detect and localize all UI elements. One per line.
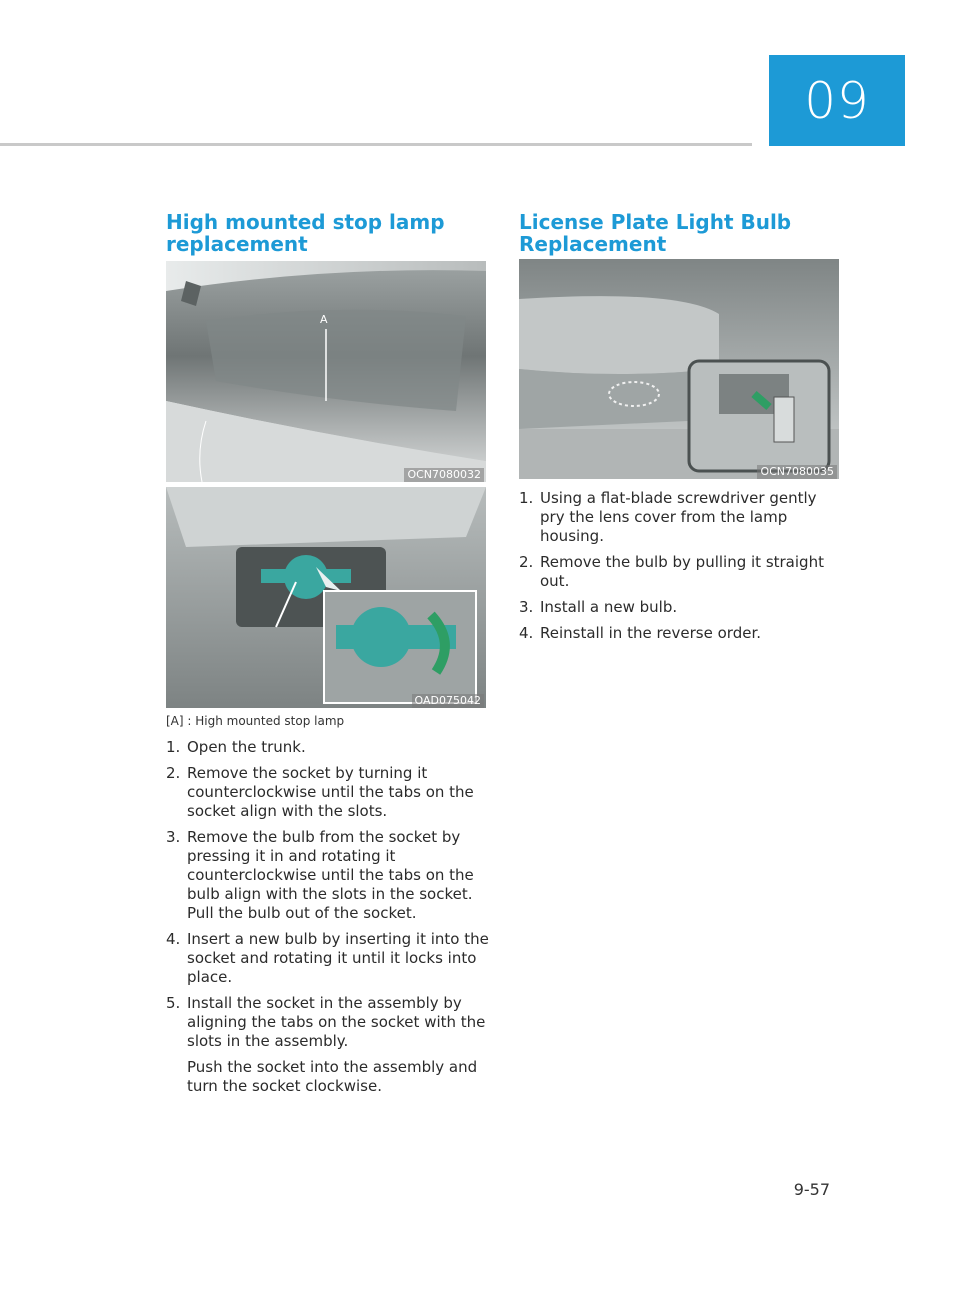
license-plate-illustration (519, 259, 839, 479)
list-item: 2. Remove the bulb by pulling it straight out. (519, 553, 824, 590)
rear-window-illustration (166, 261, 486, 482)
list-item: 5. Install the socket in the assembly by aligning the tabs on the socket with the slots in the assembly. Push the socket into the assembly and turn the socket clockwise. (166, 994, 486, 1095)
list-item: 1. Open the trunk. (166, 738, 306, 756)
list-item: 4. Reinstall in the reverse order. (519, 624, 762, 642)
figure-stop-lamp-exterior (166, 261, 486, 482)
chapter-tab: 09 (769, 55, 905, 146)
section-title-stop-lamp: High mounted stop lamp replacement (166, 210, 445, 256)
section-title-license-plate: License Plate Light Bulb Replacement (519, 210, 792, 256)
list-item: 2. Remove the socket by turning it counterclockwise until the tabs on the socket align with the slots. (166, 764, 474, 820)
socket-illustration (166, 487, 486, 708)
figure-code: OCN7080032 (404, 468, 484, 482)
page-number: 9-57 (793, 1180, 830, 1199)
list-item: 3. Remove the bulb from the socket by pressing it in and rotating it counterclockwise until the tabs on the bulb align with the slots in the socket. Pull the bulb out of the socket. (166, 828, 474, 922)
header-rule (0, 143, 752, 146)
list-item: 1. Using a flat-blade screwdriver gently pry the lens cover from the lamp housing. (519, 489, 817, 545)
stop-lamp-steps (166, 738, 492, 1103)
figure-license-plate (519, 259, 839, 479)
license-plate-steps (519, 489, 845, 650)
list-item: 4. Insert a new bulb by inserting it into the socket and rotating it until it locks into place. (166, 930, 489, 986)
figure-stop-lamp-socket (166, 487, 486, 708)
list-item: 3. Install a new bulb. (519, 598, 678, 616)
figure-code: OAD075042 (412, 694, 484, 708)
figure-caption: [A] : High mounted stop lamp (166, 714, 345, 728)
figure-code: OCN7080035 (757, 465, 837, 479)
callout-marker-a: A (320, 313, 328, 326)
